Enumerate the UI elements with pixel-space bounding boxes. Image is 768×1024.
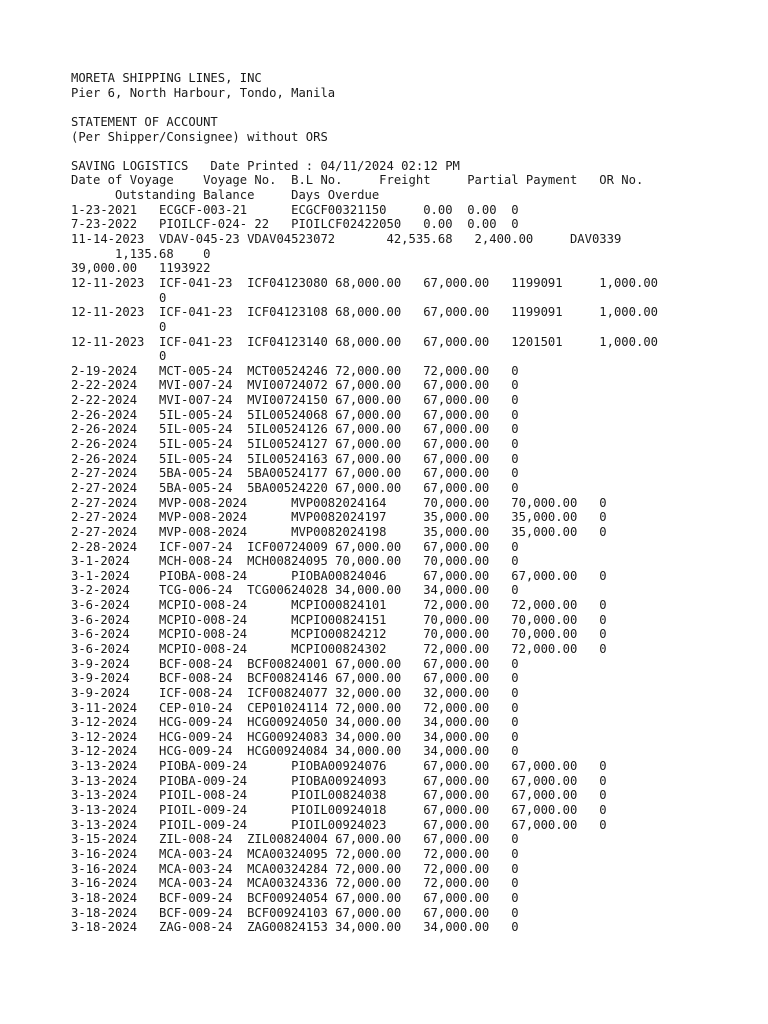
- statement-line: 3-11-2024 CEP-010-24 CEP01024114 72,000.00 72,000.00 0: [71, 700, 519, 715]
- statement-line: 39,000.00 1193922: [71, 261, 211, 276]
- statement-line: 3-6-2024 MCPIO-008-24 MCPIO00824212 70,000.00 70,000.00 0: [71, 627, 607, 642]
- statement-line: 3-6-2024 MCPIO-008-24 MCPIO00824151 70,000.00 70,000.00 0: [71, 612, 607, 627]
- statement-line: 3-6-2024 MCPIO-008-24 MCPIO00824302 72,000.00 72,000.00 0: [71, 641, 607, 656]
- statement-line: 2-26-2024 5IL-005-24 5IL00524163 67,000.00 67,000.00 0: [71, 451, 519, 466]
- statement-of-account-document: [71, 71, 731, 935]
- statement-line: 0: [71, 290, 167, 305]
- statement-line: 3-2-2024 TCG-006-24 TCG00624028 34,000.00 34,000.00 0: [71, 583, 519, 598]
- statement-line: 2-19-2024 MCT-005-24 MCT00524246 72,000.00 72,000.00 0: [71, 363, 519, 378]
- statement-line: 12-11-2023 ICF-041-23 ICF04123080 68,000.00 67,000.00 1199091 1,000.00: [71, 275, 658, 290]
- statement-line: 11-14-2023 VDAV-045-23 VDAV04523072 42,535.68 2,400.00 DAV0339: [71, 232, 622, 247]
- statement-line: 1,135.68 0: [71, 246, 211, 261]
- statement-line: 3-18-2024 BCF-009-24 BCF00924103 67,000.00 67,000.00 0: [71, 905, 519, 920]
- statement-line: 3-13-2024 PIOBA-009-24 PIOBA00924093 67,000.00 67,000.00 0: [71, 773, 607, 788]
- statement-line: 0: [71, 319, 167, 334]
- statement-line: 3-12-2024 HCG-009-24 HCG00924084 34,000.00 34,000.00 0: [71, 744, 519, 759]
- column-header-row-2: Outstanding Balance Days Overdue: [71, 188, 380, 203]
- company-address: Pier 6, North Harbour, Tondo, Manila: [71, 85, 336, 100]
- statement-line: 3-13-2024 PIOIL-008-24 PIOIL00824038 67,000.00 67,000.00 0: [71, 788, 607, 803]
- statement-line: 3-9-2024 ICF-008-24 ICF00824077 32,000.00 32,000.00 0: [71, 685, 519, 700]
- statement-line: 3-18-2024 BCF-009-24 BCF00924054 67,000.00 67,000.00 0: [71, 890, 519, 905]
- statement-line: 3-15-2024 ZIL-008-24 ZIL00824004 67,000.00 67,000.00 0: [71, 832, 519, 847]
- statement-line: 3-9-2024 BCF-008-24 BCF00824146 67,000.00 67,000.00 0: [71, 671, 519, 686]
- statement-line: 2-27-2024 MVP-008-2024 MVP0082024198 35,000.00 35,000.00 0: [71, 524, 607, 539]
- statement-line: 3-18-2024 ZAG-008-24 ZAG00824153 34,000.00 34,000.00 0: [71, 920, 519, 935]
- statement-line: 2-27-2024 MVP-008-2024 MVP0082024164 70,000.00 70,000.00 0: [71, 495, 607, 510]
- document-subtitle: (Per Shipper/Consignee) without ORS: [71, 129, 328, 144]
- statement-line: 2-26-2024 5IL-005-24 5IL00524068 67,000.00 67,000.00 0: [71, 407, 519, 422]
- statement-line: 3-6-2024 MCPIO-008-24 MCPIO00824101 72,000.00 72,000.00 0: [71, 598, 607, 613]
- statement-line: 2-27-2024 5BA-005-24 5BA00524220 67,000.00 67,000.00 0: [71, 480, 519, 495]
- statement-line: 2-28-2024 ICF-007-24 ICF00724009 67,000.00 67,000.00 0: [71, 539, 519, 554]
- statement-line: 3-12-2024 HCG-009-24 HCG00924050 34,000.00 34,000.00 0: [71, 715, 519, 730]
- blank-line: [71, 144, 731, 159]
- statement-line: 2-27-2024 5BA-005-24 5BA00524177 67,000.00 67,000.00 0: [71, 466, 519, 481]
- statement-line: 12-11-2023 ICF-041-23 ICF04123108 68,000.00 67,000.00 1199091 1,000.00: [71, 305, 658, 320]
- statement-line: 3-12-2024 HCG-009-24 HCG00924083 34,000.00 34,000.00 0: [71, 729, 519, 744]
- statement-line: 7-23-2022 PIOILCF-024- 22 PIOILCF02422050 0.00 0.00 0: [71, 217, 519, 232]
- statement-line: 3-13-2024 PIOIL-009-24 PIOIL00924018 67,000.00 67,000.00 0: [71, 803, 607, 818]
- blank-line: [71, 100, 731, 115]
- statement-line: 2-27-2024 MVP-008-2024 MVP0082024197 35,000.00 35,000.00 0: [71, 510, 607, 525]
- statement-line: 3-1-2024 MCH-008-24 MCH00824095 70,000.00 70,000.00 0: [71, 554, 519, 569]
- statement-line: 3-16-2024 MCA-003-24 MCA00324095 72,000.00 72,000.00 0: [71, 846, 519, 861]
- statement-line: 2-22-2024 MVI-007-24 MVI00724150 67,000.00 67,000.00 0: [71, 393, 519, 408]
- document-title: STATEMENT OF ACCOUNT: [71, 114, 218, 129]
- statement-line: 2-26-2024 5IL-005-24 5IL00524127 67,000.00 67,000.00 0: [71, 437, 519, 452]
- statement-line: 0: [71, 349, 167, 364]
- statement-line: 3-13-2024 PIOIL-009-24 PIOIL00924023 67,000.00 67,000.00 0: [71, 817, 607, 832]
- statement-line: 3-16-2024 MCA-003-24 MCA00324284 72,000.00 72,000.00 0: [71, 861, 519, 876]
- column-header-row-1: Date of Voyage Voyage No. B.L No. Freight Partial Payment OR No.: [71, 173, 644, 188]
- company-name: MORETA SHIPPING LINES, INC: [71, 71, 262, 85]
- statement-line: 2-22-2024 MVI-007-24 MVI00724072 67,000.00 67,000.00 0: [71, 378, 519, 393]
- statement-line: 3-1-2024 PIOBA-008-24 PIOBA00824046 67,000.00 67,000.00 0: [71, 568, 607, 583]
- statement-line: 2-26-2024 5IL-005-24 5IL00524126 67,000.00 67,000.00 0: [71, 422, 519, 437]
- statement-line: 3-16-2024 MCA-003-24 MCA00324336 72,000.00 72,000.00 0: [71, 876, 519, 891]
- statement-line: 3-9-2024 BCF-008-24 BCF00824001 67,000.00 67,000.00 0: [71, 656, 519, 671]
- statement-line: 12-11-2023 ICF-041-23 ICF04123140 68,000.00 67,000.00 1201501 1,000.00: [71, 334, 658, 349]
- account-name-and-print-date: SAVING LOGISTICS Date Printed : 04/11/2024 02:12 PM: [71, 158, 460, 173]
- statement-line: 3-13-2024 PIOBA-009-24 PIOBA00924076 67,000.00 67,000.00 0: [71, 759, 607, 774]
- statement-line: 1-23-2021 ECGCF-003-21 ECGCF00321150 0.00 0.00 0: [71, 202, 519, 217]
